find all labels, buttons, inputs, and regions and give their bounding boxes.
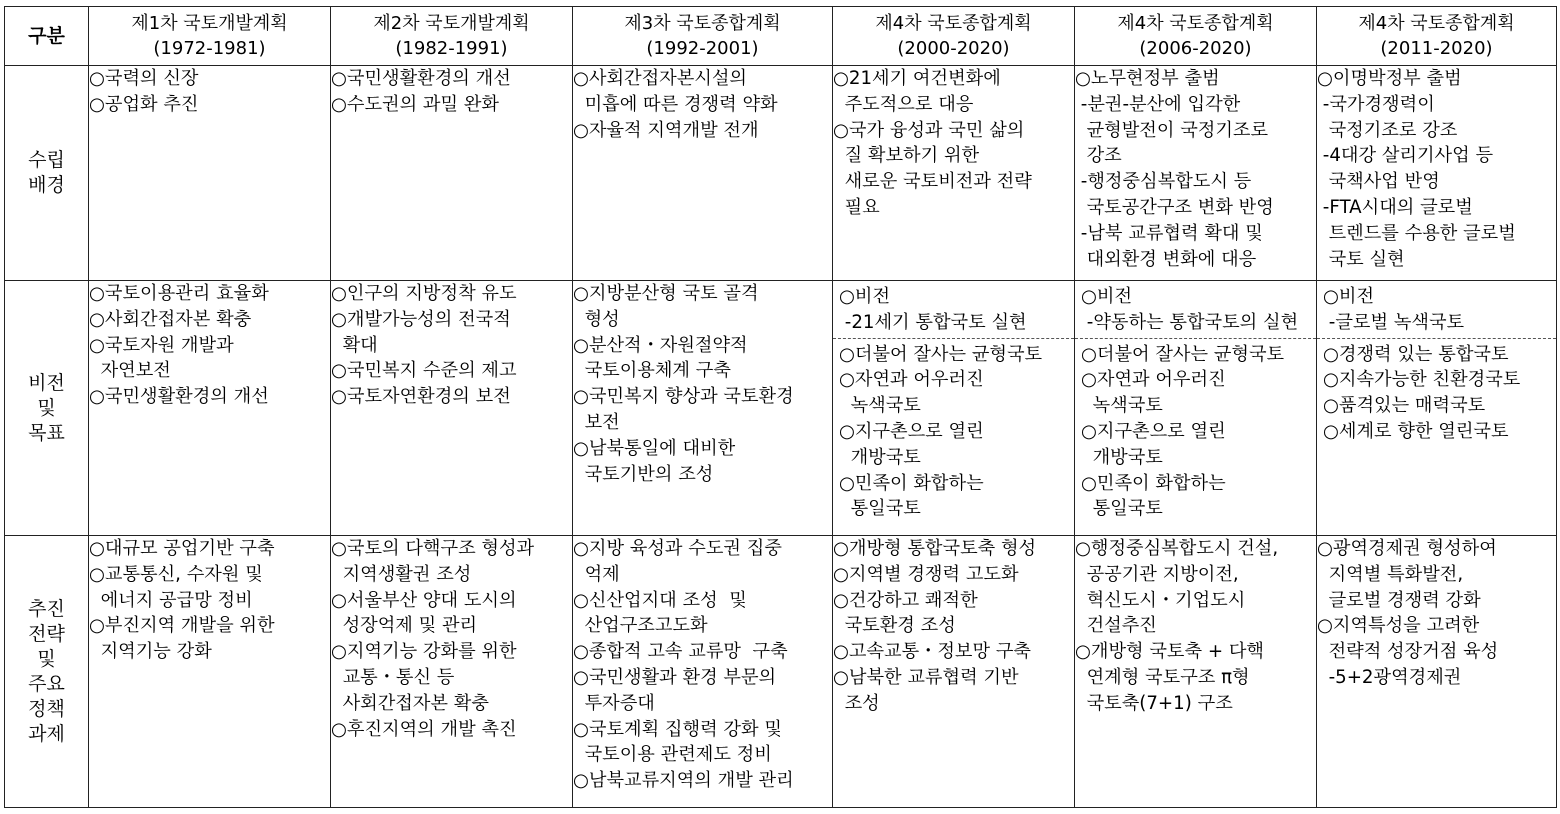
background-row	[5, 66, 1557, 281]
cell-text-line: ○국민생활환경의 개선	[89, 386, 269, 408]
cell-text-line: ○수도권의 과밀 완화	[331, 93, 499, 115]
row-label-line: 정책	[28, 697, 65, 720]
row-label-line: 수립	[28, 149, 65, 171]
cell-text-line: ○지구촌으로 열린	[1081, 420, 1226, 442]
cell-text-line: ○세계로 향한 열린국토	[1323, 420, 1509, 442]
cell-text-line: ○고속교통・정보망 구축	[833, 641, 1031, 663]
cell-text-line: -행정중심복합도시 등	[1075, 171, 1252, 193]
vision-row	[5, 281, 1557, 536]
cell-text-line: 국토기반의 조성	[573, 463, 714, 485]
cell-text-line: ○국토자원 개발과	[89, 334, 234, 356]
plan-period: (2006-2020)	[1139, 38, 1252, 59]
plan-header-5	[1075, 7, 1317, 66]
row-label-background	[5, 66, 89, 281]
strategy-cell-3	[573, 536, 833, 808]
cell-text-line: ○국토의 다핵구조 형성과	[331, 538, 535, 559]
cell-text-line: 미흡에 따른 경쟁력 약화	[573, 93, 778, 115]
cell-text-line: -국가경쟁력이	[1317, 93, 1435, 115]
vision-goals	[833, 339, 1074, 525]
cell-text-line: -4대강 살리기사업 등	[1317, 145, 1494, 167]
cell-text-line: ○인구의 지방정착 유도	[331, 283, 517, 304]
cell-text-line: 강조	[1075, 145, 1122, 167]
corner-header: 구분	[5, 7, 89, 66]
cell-text-line: 주도적으로 대응	[833, 93, 974, 115]
cell-text-line: 국토환경 조성	[833, 615, 956, 637]
cell-text-line: ○비전	[1323, 286, 1375, 307]
cell-text-line: ○국력의 신장	[89, 68, 199, 89]
background-cell-2	[331, 66, 573, 281]
cell-text-line: ○비전	[1081, 286, 1133, 307]
cell-text-line: ○건강하고 쾌적한	[833, 589, 978, 611]
cell-text-line: ○지방 육성과 수도권 집중	[573, 538, 782, 559]
cell-text-line: 국토이용 관련제도 정비	[573, 744, 772, 766]
vision-cell-2	[331, 281, 573, 536]
vision-cell-3	[573, 281, 833, 536]
cell-text-line: ○국토이용관리 효율화	[89, 283, 269, 304]
cell-text-line: 국토축(7+1) 구조	[1075, 692, 1233, 714]
cell-text-line: ○자율적 지역개발 전개	[573, 119, 759, 141]
plan-name: 제4차 국토종합계획	[875, 13, 1032, 34]
cell-text-line: ○비전	[839, 286, 891, 307]
vision-cell-1	[89, 281, 331, 536]
plan-period: (2000-2020)	[897, 38, 1010, 59]
strategy-row	[5, 536, 1557, 808]
cell-text-line: 개방국토	[1081, 446, 1163, 468]
cell-text-line: ○21세기 여건변화에	[833, 68, 1001, 89]
cell-text-line: ○지방분산형 국토 골격	[573, 283, 759, 304]
row-label-vision	[5, 281, 89, 536]
plan-header-2	[331, 7, 573, 66]
cell-text-line: ○지역기능 강화를 위한	[331, 641, 517, 663]
cell-text-line: ○국민생활환경의 개선	[331, 68, 511, 89]
cell-text-line: ○지역특성을 고려한	[1317, 615, 1480, 637]
row-label-line: 및	[37, 647, 56, 670]
cell-text-line: ○사회간접자본시설의	[573, 68, 747, 89]
cell-text-line: -21세기 통합국토 실현	[839, 311, 1027, 333]
background-cell-5	[1075, 66, 1317, 281]
cell-text-line: 글로벌 경쟁력 강화	[1317, 589, 1481, 611]
cell-text-line: -글로벌 녹색국토	[1323, 311, 1465, 333]
cell-text-line: ○민족이 화합하는	[839, 472, 984, 494]
cell-text-line: ○민족이 화합하는	[1081, 472, 1226, 494]
cell-text-line: ○남북통일에 대비한	[573, 437, 736, 459]
cell-text-line: 필요	[833, 196, 880, 218]
cell-text-line: ○서울부산 양대 도시의	[331, 589, 517, 611]
cell-text-line: ○행정중심복합도시 건설,	[1075, 538, 1279, 559]
cell-text-line: ○국민복지 수준의 제고	[331, 360, 517, 382]
cell-text-line: 억제	[573, 563, 620, 585]
cell-text-line: ○이명박정부 출범	[1317, 68, 1462, 89]
cell-text-line: ○자연과 어우러진	[1081, 369, 1226, 391]
plan-name: 제2차 국토개발계획	[373, 13, 530, 34]
vision-statement	[1317, 281, 1556, 339]
vision-cell-6	[1317, 281, 1557, 536]
cell-text-line: ○더불어 잘사는 균형국토	[839, 343, 1043, 365]
row-label-line: 주요	[28, 672, 65, 695]
cell-text-line: ○국토계획 집행력 강화 및	[573, 718, 782, 740]
cell-text-line: ○남북교류지역의 개발 관리	[573, 770, 794, 792]
cell-text-line: ○지구촌으로 열린	[839, 420, 984, 442]
cell-text-line: ○개발가능성의 전국적	[331, 308, 511, 330]
cell-text-line: ○노무현정부 출범	[1075, 68, 1220, 89]
cell-text-line: 트렌드를 수용한 글로벌	[1317, 222, 1516, 244]
cell-text-line: 통일국토	[1081, 498, 1163, 520]
strategy-cell-2	[331, 536, 573, 808]
plan-header-1	[89, 7, 331, 66]
cell-text-line: 확대	[331, 334, 378, 356]
cell-text-line: 연계형 국토구조 π형	[1075, 666, 1250, 688]
plan-name: 제4차 국토종합계획	[1117, 13, 1274, 34]
cell-text-line: 전략적 성장거점 육성	[1317, 641, 1499, 663]
cell-text-line: 형성	[573, 308, 620, 330]
cell-text-line: ○국가 융성과 국민 삶의	[833, 119, 1025, 141]
cell-text-line: 균형발전이 국정기조로	[1075, 119, 1269, 141]
plan-header-6	[1317, 7, 1557, 66]
cell-text-line: 사회간접자본 확충	[331, 692, 489, 714]
plan-header-4	[833, 7, 1075, 66]
cell-text-line: ○신산업지대 조성 및	[573, 589, 747, 611]
row-label-line: 비전	[28, 371, 65, 394]
cell-text-line: ○남북한 교류협력 기반	[833, 666, 1019, 688]
cell-text-line: 에너지 공급망 정비	[89, 589, 253, 611]
cell-text-line: -5+2광역경제권	[1317, 666, 1462, 688]
vision-goals	[1075, 339, 1316, 525]
cell-text-line: ○지역별 경쟁력 고도화	[833, 563, 1019, 585]
cell-text-line: 혁신도시・기업도시	[1075, 589, 1246, 611]
vision-cell-4	[833, 281, 1075, 536]
plan-name: 제1차 국토개발계획	[131, 13, 288, 34]
row-label-line: 과제	[28, 722, 65, 745]
cell-text-line: 보전	[573, 411, 620, 433]
cell-text-line: ○국토자연환경의 보전	[331, 386, 511, 408]
cell-text-line: 개방국토	[839, 446, 921, 468]
background-cell-6	[1317, 66, 1557, 281]
cell-text-line: 국토공간구조 변화 반영	[1075, 196, 1274, 218]
plan-period: (1982-1991)	[395, 38, 508, 59]
plan-period: (1992-2001)	[646, 38, 759, 59]
cell-text-line: 대외환경 변화에 대응	[1075, 248, 1257, 270]
cell-text-line: 교통・통신 등	[331, 666, 455, 688]
cell-text-line: 새로운 국토비전과 전략	[833, 171, 1032, 193]
cell-text-line: 질 확보하기 위한	[833, 145, 980, 167]
cell-text-line: 국토이용체계 구축	[573, 360, 731, 382]
background-cell-3	[573, 66, 833, 281]
row-label-line: 추진	[28, 597, 65, 620]
cell-text-line: 조성	[833, 692, 880, 714]
strategy-cell-6	[1317, 536, 1557, 808]
row-label-line: 전략	[28, 622, 65, 645]
cell-text-line: 투자증대	[573, 692, 655, 714]
cell-text-line: -분권-분산에 입각한	[1075, 93, 1241, 115]
cell-text-line: ○후진지역의 개발 촉진	[331, 718, 517, 740]
cell-text-line: 지역별 특화발전,	[1317, 563, 1464, 585]
background-cell-4	[833, 66, 1075, 281]
cell-text-line: 지역생활권 조성	[331, 563, 472, 585]
cell-text-line: ○지속가능한 친환경국토	[1323, 369, 1521, 391]
vision-goals	[1317, 339, 1556, 447]
strategy-cell-5	[1075, 536, 1317, 808]
row-label-line: 배경	[28, 174, 65, 196]
vision-statement	[1075, 281, 1316, 339]
cell-text-line: ○부진지역 개발을 위한	[89, 615, 275, 637]
cell-text-line: ○개방형 국토축 + 다핵	[1075, 641, 1265, 663]
plan-name: 제4차 국토종합계획	[1358, 13, 1515, 34]
row-label-line: 목표	[28, 421, 65, 444]
cell-text-line: -FTA시대의 글로벌	[1317, 196, 1473, 218]
plan-period: (1972-1981)	[153, 38, 266, 59]
header-row	[5, 7, 1557, 66]
cell-text-line: ○국민생활과 환경 부문의	[573, 666, 777, 688]
cell-text-line: 국정기조로 강조	[1317, 119, 1458, 141]
cell-text-line: 공공기관 지방이전,	[1075, 563, 1239, 585]
vision-cell-5	[1075, 281, 1317, 536]
cell-text-line: 통일국토	[839, 498, 921, 520]
cell-text-line: -남북 교류협력 확대 및	[1075, 222, 1263, 244]
cell-text-line: 건설추진	[1075, 615, 1157, 637]
cell-text-line: ○품격있는 매력국토	[1323, 395, 1486, 417]
cell-text-line: 녹색국토	[839, 395, 921, 417]
vision-statement	[833, 281, 1074, 339]
cell-text-line: 산업구조고도화	[573, 615, 708, 637]
cell-text-line: 자연보전	[89, 360, 171, 382]
cell-text-line: ○대규모 공업기반 구축	[89, 538, 275, 559]
row-label-strategy	[5, 536, 89, 808]
cell-text-line: ○국민복지 향상과 국토환경	[573, 386, 794, 408]
national-plan-comparison-table	[4, 6, 1557, 808]
cell-text-line: 국책사업 반영	[1317, 171, 1440, 193]
cell-text-line: ○광역경제권 형성하여	[1317, 538, 1497, 559]
cell-text-line: ○사회간접자본 확충	[89, 308, 252, 330]
cell-text-line: -약동하는 통합국토의 실현	[1081, 311, 1299, 333]
plan-period: (2011-2020)	[1380, 38, 1493, 59]
cell-text-line: ○개방형 통합국토축 형성	[833, 538, 1037, 559]
cell-text-line: ○종합적 고속 교류망 구축	[573, 641, 788, 663]
strategy-cell-4	[833, 536, 1075, 808]
cell-text-line: ○자연과 어우러진	[839, 369, 984, 391]
plan-name: 제3차 국토종합계획	[624, 13, 781, 34]
plan-header-3	[573, 7, 833, 66]
cell-text-line: 국토 실현	[1317, 248, 1405, 270]
strategy-cell-1	[89, 536, 331, 808]
cell-text-line: ○더불어 잘사는 균형국토	[1081, 343, 1285, 365]
cell-text-line: 성장억제 및 관리	[331, 615, 478, 637]
cell-text-line: ○교통통신, 수자원 및	[89, 563, 263, 585]
cell-text-line: ○공업화 추진	[89, 93, 199, 115]
cell-text-line: 지역기능 강화	[89, 641, 212, 663]
cell-text-line: ○분산적・자원절약적	[573, 334, 748, 356]
background-cell-1	[89, 66, 331, 281]
row-label-line: 및	[37, 396, 56, 419]
cell-text-line: 녹색국토	[1081, 395, 1163, 417]
cell-text-line: ○경쟁력 있는 통합국토	[1323, 343, 1509, 365]
